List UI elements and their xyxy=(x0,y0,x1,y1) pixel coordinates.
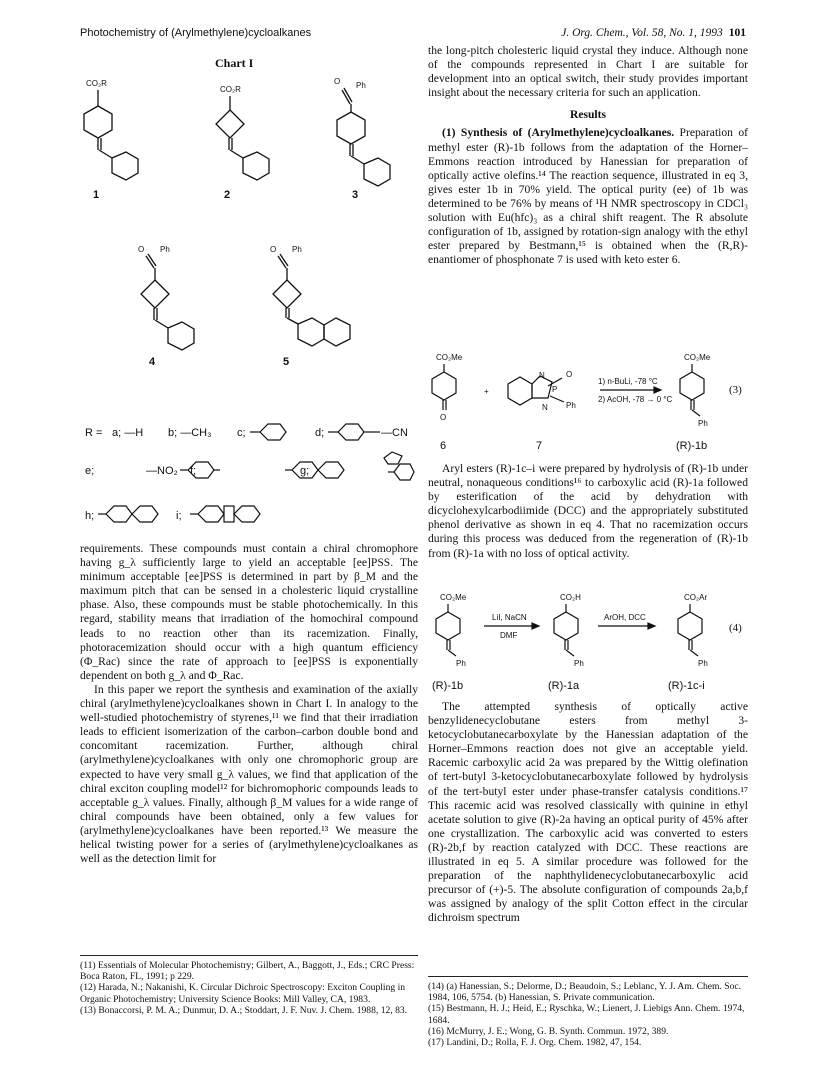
structure-1 xyxy=(84,90,138,180)
rgroup-i: i; xyxy=(176,510,182,522)
journal-citation xyxy=(561,27,746,39)
eq4-ph-1: Ph xyxy=(456,659,466,668)
compound-number-4: 4 xyxy=(149,356,156,368)
right-paragraph-2: Preparation of methyl ester (R)-1b follows from the adaptation of the Horner–Emmons reaction introduced by Hanessian for preparation of optically active olefins.¹⁴ The reaction sequence, illustrated in eq 3, gives ester 1b in 70% yield. The optical purity (ee) of 1b was determined to be 76% by means of ¹H NMR spectroscopy in CDCl₃ solution with Eu(hfc)₃ as a chiral shift reagent. The R absolute configuration of 1b, assigned by rotation-sign analogy with the ethyl ester prepared by Bestmann,¹⁵ is obtained when the (R,R)-enantiomer of phosphonate 7 is used with keto ester 6. xyxy=(428,126,748,267)
compound-number-2: 2 xyxy=(224,189,231,201)
right-paragraph-3: Aryl esters (R)-1c–i were prepared by hydrolysis of (R)-1b under neutral, nonaqueous conditions¹⁶ to carboxylic acid (R)-1a followed by esterification of the acid by dehydration with dicyclohexylcarbodiimide (DCC) and the appropriately substituted phenol derivative as shown in eq 4. That no racemization occurs during this process was deduced from the regeneration of (R)-1b from (R)-1a with no loss of optical activity. xyxy=(428,462,748,560)
eq3-ph: Ph xyxy=(566,401,576,410)
rgroup-d-substituent: —CN xyxy=(381,427,408,439)
eq3-product-ph: Ph xyxy=(698,419,708,428)
eq3-label-product: (R)-1b xyxy=(676,440,708,452)
footnote-14: (14) (a) Hanessian, S.; Delorme, D.; Beaudoin, S.; Leblanc, Y. J. Am. Chem. Soc. 1984, 106, 5754. (b) Hanessian, S. Private communication. xyxy=(428,981,742,1004)
footnote-11: (11) Essentials of Molecular Photochemistry; Gilbert, A., Baggott, J., Eds.; CRC Press: Boca Raton, FL, 1991; p 229. xyxy=(80,960,415,983)
structure-5 xyxy=(273,254,350,346)
rgroup-b: b; —CH₃ xyxy=(168,427,212,439)
ph-label-5: Ph xyxy=(292,245,302,254)
equation-3 xyxy=(428,350,748,450)
eq3-n-bottom: N xyxy=(542,403,548,412)
ph-label-3: Ph xyxy=(356,81,366,90)
chart-title: Chart I xyxy=(215,56,254,70)
equation-4 xyxy=(428,592,748,682)
section-title-results: Results xyxy=(569,108,607,122)
eq4-number: (4) xyxy=(729,622,742,634)
left-column xyxy=(80,542,418,866)
compound-number-1: 1 xyxy=(93,189,100,201)
eq3-plus: + xyxy=(484,387,489,396)
rgroup-d: d; xyxy=(315,427,325,439)
footnote-rule-left xyxy=(80,955,418,956)
chart-structures xyxy=(80,70,420,370)
rgroup-structures xyxy=(80,410,420,535)
eq4-condition-2-top: ArOH, DCC xyxy=(604,613,646,622)
eq3-condition-1: 1) n-BuLi, -78 °C xyxy=(598,377,658,386)
eq3-condition-2: 2) AcOH, -78 → 0 °C xyxy=(598,395,673,404)
footnote-15: (15) Bestmann, H. J.; Heid, E.; Ryschka, W.; Lienert, J. Liebigs Ann. Chem. 1974, 1684. xyxy=(428,1003,745,1026)
rgroup-a: a; —H xyxy=(112,427,144,439)
footnotes-left xyxy=(80,960,418,1016)
right-paragraph-1: the long-pitch cholesteric liquid crystal they induce. Although none of the compounds represented in Chart I are suitable for development into an optical switch, their study provides important insight about the necessary criteria for such an application. xyxy=(428,44,748,100)
footnote-17: (17) Landini, D.; Rolla, F. J. Org. Chem. 1982, 47, 154. xyxy=(428,1037,642,1049)
eq4-ph-2: Ph xyxy=(574,659,584,668)
eq4-condition-1-bottom: DMF xyxy=(500,631,518,640)
eq4-co2h: CO₂H xyxy=(560,593,581,602)
eq4-label-end: (R)-1c-i xyxy=(668,680,705,692)
eq4-ph-3: Ph xyxy=(698,659,708,668)
rgroup-e: e; xyxy=(85,465,95,477)
rgroup-h: h; xyxy=(85,510,95,522)
left-paragraph-1: requirements. These compounds must contain a chiral chromophore having g_λ sufficiently large to yield an acceptable [ee]PSS. The minimum acceptable [ee]PSS is determined in part by β_M and the maximum pitch that can be sensed in a cholesteric liquid crystalline phase. Also, these compounds must be stable photochemically. In this regard, stability means that irradiation of the homochiral compound leads to no reaction other than its racemization. Finally, photoracemization should occur with a high quantum efficiency (Φ_Rac) since the rate of approach to [ee]PSS is exponentially dependent on both g_λ and Φ_Rac. xyxy=(80,542,418,682)
co2r-label-2: CO₂R xyxy=(220,85,241,94)
right-column-low xyxy=(428,700,748,926)
eq3-p: P xyxy=(552,385,558,394)
eq4-label-start: (R)-1b xyxy=(432,680,464,692)
eq3-n-top: N xyxy=(539,371,545,380)
eq4-label-middle: (R)-1a xyxy=(548,680,580,692)
running-head: Photochemistry of (Arylmethylene)cycloalkanes xyxy=(80,27,312,39)
page-number: 101 xyxy=(728,27,746,39)
journal-name: J. Org. Chem., Vol. 58, No. 1, 1993 xyxy=(561,27,723,39)
structure-2 xyxy=(216,96,269,180)
structure-4 xyxy=(141,254,194,350)
eq3-co2me: CO₂Me xyxy=(436,353,463,362)
co2r-label-1: CO₂R xyxy=(86,79,107,88)
eq3-o: O xyxy=(566,370,573,379)
ph-label-4: Ph xyxy=(160,245,170,254)
footnote-12: (12) Harada, N.; Nakanishi, K. Circular Dichroic Spectroscopy: Exciton Coupling in Organic Photochemistry; University Science Books: Mill Valley, CA, 1983. xyxy=(80,982,406,1005)
rgroup-lead: R = xyxy=(85,427,103,439)
right-column-top xyxy=(428,44,748,267)
eq4-condition-1-top: LiI, NaCN xyxy=(492,613,527,622)
o-label-3: O xyxy=(334,77,341,86)
eq3-label-7: 7 xyxy=(536,440,543,452)
footnote-rule-right xyxy=(428,976,748,977)
eq3-number: (3) xyxy=(729,384,742,396)
rgroup-c: c; xyxy=(237,427,246,439)
footnotes-right xyxy=(428,981,748,1048)
eq4-co2ar: CO₂Ar xyxy=(684,593,708,602)
rgroup-e-substituent: —NO₂ xyxy=(146,465,178,477)
structure-3 xyxy=(337,88,390,186)
footnote-13: (13) Bonaccorsi, P. M. A.; Dunmur, D. A.; Stoddart, J. F. Nuv. J. Chem. 1988, 12, 83. xyxy=(80,1004,408,1016)
compound-number-3: 3 xyxy=(352,189,359,201)
eq4-co2me: CO₂Me xyxy=(440,593,467,602)
rgroup-f: f; xyxy=(190,465,197,477)
rgroup-g: g; xyxy=(300,465,310,477)
subsection-heading: (1) Synthesis of (Arylmethylene)cycloalkanes. xyxy=(442,126,675,140)
left-paragraph-2: In this paper we report the synthesis and examination of the axially chiral (arylmethylene)cycloalkanes shown in Chart I. In analogy to the well-studied photochemistry of styrenes,¹¹ we find that their irradiation leads to efficient isomerization of the carbon–carbon double bond and concomitant racemization. Further, although chiral (arylmethylene)cycloalkanes with only one chromophoric group are expected to have very small g_λ values, we find that application of the chiral exciton coupling model¹² for bichromophoric compounds leads to acceptable g_λ values. Finally, although β_M values for a wide range of chiral compounds have been obtained, only a few values for (arylmethylene)cycloalkanes have been reported.¹³ We measure the helical twisting power for a series of (arylmethylene)cycloalkanes as well as the detection limit for xyxy=(80,682,418,866)
eq3-oxo: O xyxy=(440,413,447,422)
o-label-4: O xyxy=(138,245,145,254)
eq3-product-co2me: CO₂Me xyxy=(684,353,711,362)
right-column-mid xyxy=(428,462,748,561)
footnote-16: (16) McMurry, J. E.; Wong, G. B. Synth. Commun. 1972, 389. xyxy=(428,1025,669,1037)
o-label-5: O xyxy=(270,245,277,254)
eq3-label-6: 6 xyxy=(440,440,447,452)
compound-number-5: 5 xyxy=(283,356,290,368)
right-paragraph-4: The attempted synthesis of optically active benzylidenecyclobutane esters from methyl 3-ketocyclobutanecarboxylate by the Hanessian adaptation of the Horner–Emmons reaction does not give an acceptable yield. Racemic carboxylic acid 2a was prepared by the Wittig olefination of tert-butyl 3-ketocyclobutanecarboxylate followed by hydrolysis of the tert-butyl ester under phase-transfer catalysis conditions.¹⁷ This racemic acid was resolved classically with quinine in ethyl acetate solution to give (R)-2a having an optical purity of 45% after one crystallization. The carboxylic acid was converted to esters (R)-2b,f by reaction catalyzed with DCC. These reactions are illustrated in eq 5. A similar procedure was followed for the preparation of the naphthylidenecyclobutanecarboxylic acid precursor of (+)-5. The absolute configuration of compounds 2a,b,f was assigned by analogy of the split Cotton effect in the circular dichroism spectrum xyxy=(428,700,748,925)
